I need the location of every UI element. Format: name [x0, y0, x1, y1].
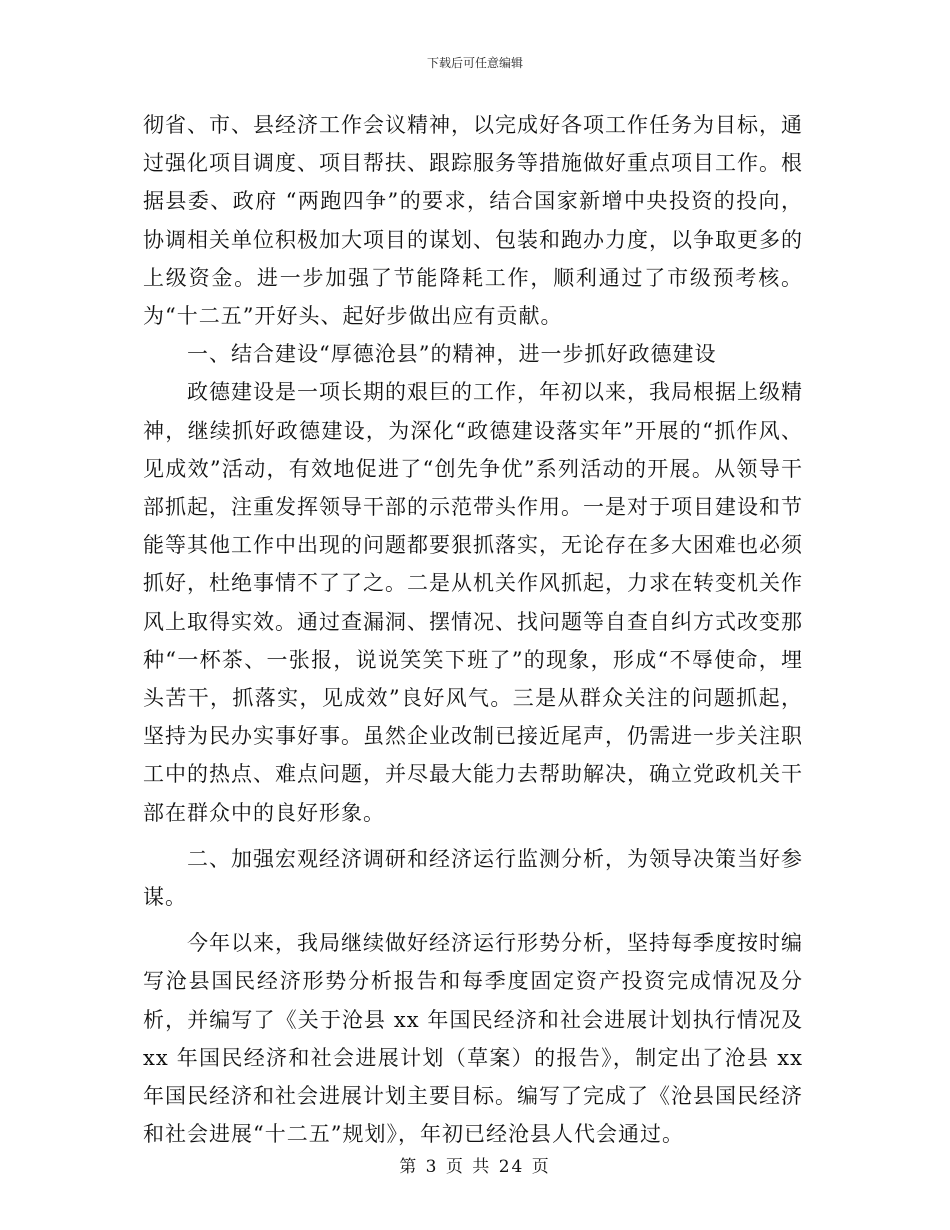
section-heading-2: 二、加强宏观经济调研和经济运行监测分析，为领导决策当好参谋。: [143, 846, 803, 910]
header-note: 下载后可任意编辑: [426, 56, 523, 70]
section-heading-1: 一、结合建设“厚德沧县”的精神，进一步抓好政德建设: [187, 342, 717, 367]
page-number: 第 3 页 共 24 页: [399, 1157, 551, 1177]
paragraph-political-ethics: 政德建设是一项长期的艰巨的工作，年初以来，我局根据上级精神，继续抓好政德建设，为深化“政德建设落实年”开展的“抓作风、见成效”活动，有效地促进了“创先争优”系列活动的开展。从领导干部抓起，注重发挥领导干部的示范带头作用。一是对于项目建设和节能等其他工作中出现的问题都要狠抓落实，无论存在多大困难也必须抓好，杜绝事情不了了之。二是从机关作风抓起，力求在转变机关作风上取得实效。通过查漏洞、摆情况、找问题等自查自纠方式改变那种“一杯茶、一张报，说说笑笑下班了”的现象，形成“不辱使命，埋头苦干，抓落实，见成效”良好风气。三是从群众关注的问题抓起，坚持为民办实事好事。虽然企业改制已接近尾声，仍需进一步关注职工中的热点、难点问题，并尽最大能力去帮助解决，确立党政机关干部在群众中的良好形象。: [143, 380, 803, 825]
paragraph-economic-analysis: 今年以来，我局继续做好经济运行形势分析，坚持每季度按时编写沧县国民经济形势分析报告和每季度固定资产投资完成情况及分析，并编写了《关于沧县 xx 年国民经济和社会进展计划执行情况及 xx 年国民经济和社会进展计划（草案）的报告》，制定出了沧县 xx 年国民经济和社会进展计划主要目标。编写了完成了《沧县国民经济和社会进展“十二五”规划》，年初已经沧县人代会通过。: [143, 931, 803, 1147]
paragraph-continuation: 彻省、市、县经济工作会议精神，以完成好各项工作任务为目标，通过强化项目调度、项目帮扶、跟踪服务等措施做好重点项目工作。根据县委、政府 “两跑四争”的要求，结合国家新增中央投资的投向，协调相关单位积极加大项目的谋划、包装和跑办力度，以争取更多的上级资金。进一步加强了节能降耗工作，顺利通过了市级预考核。为“十二五”开好头、起好步做出应有贡献。: [143, 113, 803, 329]
document-body: [143, 106, 803, 1153]
